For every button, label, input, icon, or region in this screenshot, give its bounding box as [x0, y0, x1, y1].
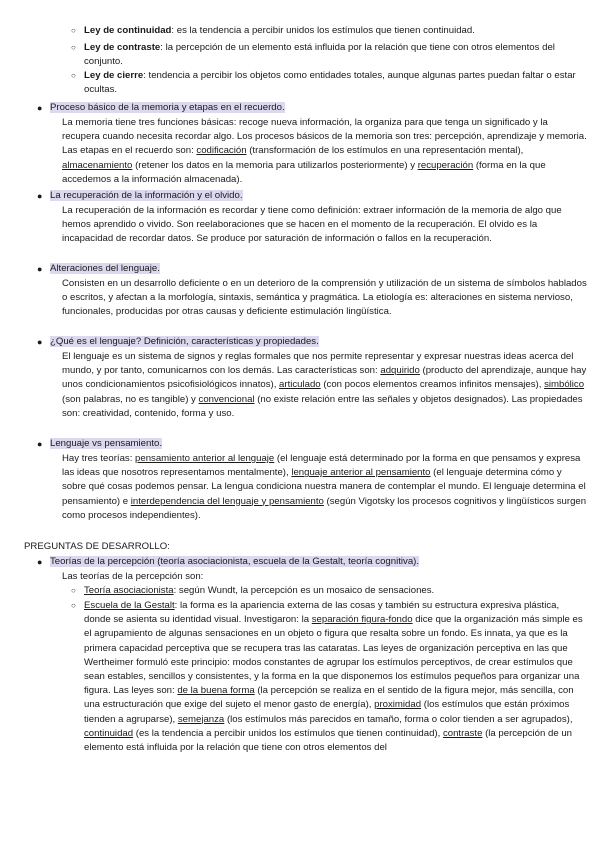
- hollow-bullet-icon: ○: [71, 43, 76, 52]
- section-title-memoria: ● Proceso básico de la memoria y etapas en el recuerdo.: [50, 101, 590, 115]
- section-title-recuperacion: ● La recuperación de la información y el olvido.: [50, 189, 590, 203]
- hollow-bullet-icon: ○: [71, 601, 76, 610]
- section-title-percepcion: ● Teorías de la percepción (teoría asociacionista, escuela de la Gestalt, teoría cognitiva).: [50, 555, 590, 569]
- theory-asociacionista: ○ Teoría asociacionista: según Wundt, la percepción es un mosaico de sensaciones.: [84, 584, 584, 598]
- section-body-pensamiento: Hay tres teorías: pensamiento anterior al lenguaje (el lenguaje está determinado por la forma en que pensamos y expresa las ideas que nosotros representamos mentalmente), lenguaje anterior al pensamiento (el lenguaje determina cómo y sobre qué cosas podemos pensar. La lengua condiciona nuestra manera de contemplar el mundo. El lenguaje determina el pensamiento) e interdependencia del lenguaje y pensamiento (según Vigotsky los procesos cognitivos y lingüísticos surgen como procesos independientes).: [62, 453, 587, 521]
- theory-gestalt: ○ Escuela de la Gestalt: la forma es la apariencia externa de las cosas y también su estructura expresiva plástica, donde se asienta su identidad visual. Investigaron: la separación figura-fondo dice que la organización más simple es el agrupamiento de algunas sensaciones en un objeto o figura que resalta sobre un fondo. Es innata, ya que es la primera capacidad perceptiva que se recupera tras las cataratas. Las leyes de organización perceptiva en las que Wertheimer formuló este principio: modos constantes de agrupar los estímulos perceptivos, de crear estímulos que sean estables, sencillos y consistentes, y la forma en la que disponemos los estímulos pequeños para organizar una figura. Las leyes son: de la buena forma (la percepción se realiza en el sentido de la figura mejor, más sencilla, con una estructuración que exige del sujeto el menor gasto de energía), proximidad (los estímulos que están próximos tienden a agruparse), semejanza (los estímulos más parecidos en tamaño, forma o color tienden a ser agrupados), continuidad (es la tendencia a percibir unidos los estímulos que tienen continuidad), contraste (la percepción de un elemento está influida por la relación que tiene con otros elementos del: [71, 600, 583, 754]
- law-desc: : es la tendencia a percibir unidos los estímulos que tienen continuidad.: [171, 25, 475, 36]
- law-term: Ley de cierre: [84, 70, 144, 81]
- law-item-contraste: [71, 41, 584, 69]
- hollow-bullet-icon: ○: [71, 26, 76, 35]
- bullet-icon: ●: [37, 337, 43, 347]
- section-body-lenguaje: El lenguaje es un sistema de signos y reglas formales que nos permite representar y expresar nuestras ideas acerca del mundo, y por tanto, comunicarnos con los demás. Las características son: adquirido (producto del aprendizaje, aunque hay unos condicionamientos psicofisiológicos innatos), articulado (con pocos elementos creamos infinitos mensajes), simbólico (son palabras, no es tangible) y convencional (no existe relación entre las señales y objetos designados). Las propiedades son: creatividad, contenido, forma y uso.: [62, 351, 587, 419]
- section-intro-percepcion: Las teorías de la percepción son:: [62, 571, 204, 582]
- bullet-icon: ●: [37, 439, 43, 449]
- section-body-alteraciones: Consisten en un desarrollo deficiente o en un deterioro de la comprensión y utilización de un sistema de símbolos hablados o escritos, y afectan a la morfología, sintaxis, semántica y pragmática. La etiología es: alteraciones en sistema nervioso, funcionales, producidas por otras causas y deficiente estimulación lingüística.: [62, 278, 587, 318]
- bullet-icon: ●: [37, 103, 43, 113]
- law-item-cierre: [71, 69, 584, 97]
- law-term: Ley de contraste: [84, 42, 161, 53]
- law-desc: : tendencia a percibir los objetos como entidades totales, aunque algunas partes puedan faltar o estar ocultas.: [84, 70, 576, 96]
- bullet-icon: ●: [37, 191, 43, 201]
- bullet-icon: ●: [37, 557, 43, 567]
- law-term: Ley de continuidad: [84, 25, 172, 36]
- section-title-alteraciones: ● Alteraciones del lenguaje.: [50, 262, 590, 276]
- law-item-continuidad: [71, 24, 584, 38]
- section-title-lenguaje: ● ¿Qué es el lenguaje? Definición, características y propiedades.: [50, 335, 590, 349]
- section-body-recuperacion: La recuperación de la información es recordar y tiene como definición: extraer información de la memoria de algo que hemos aprendido o vivido. Son reelaboraciones que se hacen en el momento de la recuperación. El olvido es la incapacidad de recordar datos. Se produce por saturación de información o fallos en la recuperación.: [62, 205, 562, 245]
- section-title-pensamiento: ● Lenguaje vs pensamiento.: [50, 437, 590, 451]
- law-desc: : la percepción de un elemento está influida por la relación que tiene con otros elementos del conjunto.: [84, 42, 555, 68]
- bullet-icon: ●: [37, 264, 43, 274]
- section-body-memoria: La memoria tiene tres funciones básicas: recoge nueva información, la organiza para que tenga un significado y la recupera cuando necesita recordar algo. Los procesos básicos de la memoria son tres: percepción, aprendizaje y memoria. Las etapas en el recuerdo son: codificación (transformación de los estímulos en una representación mental), almacenamiento (retener los datos en la memoria para utilizarlos posteriormente) y recuperación (forma en la que accedemos a la información almacenada).: [62, 117, 587, 185]
- development-heading: PREGUNTAS DE DESARROLLO:: [24, 541, 170, 552]
- hollow-bullet-icon: ○: [71, 71, 76, 80]
- hollow-bullet-icon: ○: [71, 586, 76, 595]
